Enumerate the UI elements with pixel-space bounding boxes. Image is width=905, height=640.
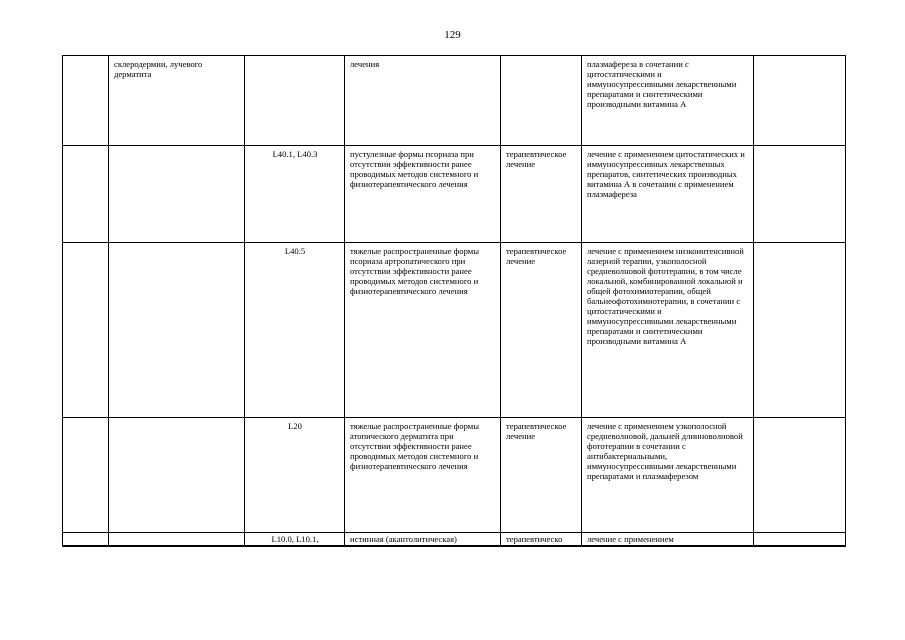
table-cell-icd-code: L10.0, L10.1, xyxy=(245,533,345,546)
table-cell-icd-code: L40.5 xyxy=(245,243,345,418)
table-cell-treatment-type: терапевтическое лечение xyxy=(501,146,582,243)
table-cell-treatment-type: терапевтическо xyxy=(501,533,582,546)
table-cell-profile: склеродермии, лучевого дерматита xyxy=(109,56,245,146)
table-cell-profile xyxy=(109,418,245,533)
table-row xyxy=(63,243,846,418)
table-cell-cost xyxy=(754,418,846,533)
table-cell-icd-code xyxy=(245,56,345,146)
table-cell-treatment-method: лечение с применением низкоинтенсивной лазерной терапии, узкополосной средневолновой фототерапии, в том числе локальной, комбинированной локальной и общей фотохимиотерапии, общей бальнеофотохимиотерапии, в сочетании с цитостатическими и иммуносупрессивными лекарственными препаратами и синтетическими производными витамина А xyxy=(582,243,754,418)
table-cell-number xyxy=(63,418,109,533)
page-number: 129 xyxy=(444,29,461,41)
table-row xyxy=(63,533,846,546)
table-cell-profile xyxy=(109,146,245,243)
table-row xyxy=(63,418,846,533)
table-cell-treatment-type: терапевтическое лечение xyxy=(501,243,582,418)
table-cell-treatment-method: плазмафереза в сочетании с цитостатическими и иммуносупрессивными лекарственными препаратами и синтетическими производными витамина А xyxy=(582,56,754,146)
table-cell-icd-code: L20 xyxy=(245,418,345,533)
table-cell-treatment-method: лечение с применением xyxy=(582,533,754,546)
table-row xyxy=(63,146,846,243)
table-cell-cost xyxy=(754,56,846,146)
table-cell-patient-model: лечения xyxy=(345,56,501,146)
table-cell-number xyxy=(63,56,109,146)
table-row xyxy=(63,56,846,146)
table-cell-number xyxy=(63,533,109,546)
table-cell-profile xyxy=(109,533,245,546)
table-cell-treatment-method: лечение с применением цитостатических и иммуносупрессивных лекарственных препаратов, синтетических производных витамина А в сочетании с применением плазмафереза xyxy=(582,146,754,243)
treatment-table xyxy=(62,55,846,547)
table-cell-treatment-type: терапевтическое лечение xyxy=(501,418,582,533)
table-cell-number xyxy=(63,146,109,243)
table-cell-patient-model: пустулезные формы псориаза при отсутствии эффективности ранее проводимых методов системного и физиотерапевтического лечения xyxy=(345,146,501,243)
table-cell-patient-model: истинная (акантолитическая) xyxy=(345,533,501,546)
table-cell-treatment-type xyxy=(501,56,582,146)
table-cell-number xyxy=(63,243,109,418)
table-cell-patient-model: тяжелые распространенные формы псориаза артропатического при отсутствии эффективности ранее проводимых методов системного и физиотерапевтического лечения xyxy=(345,243,501,418)
table-cell-cost xyxy=(754,533,846,546)
table-cell-cost xyxy=(754,243,846,418)
table-cell-treatment-method: лечение с применением узкополосной средневолновой, дальней длинноволновой фототерапии в сочетании с антибактериальными, иммуносупрессивными лекарственными препаратами и плазмаферезом xyxy=(582,418,754,533)
table-cell-patient-model: тяжелые распространенные формы атопического дерматита при отсутствии эффективности ранее проводимых методов системного и физиотерапевтического лечения xyxy=(345,418,501,533)
table-cell-cost xyxy=(754,146,846,243)
table-cell-profile xyxy=(109,243,245,418)
table-cell-icd-code: L40.1, L40.3 xyxy=(245,146,345,243)
